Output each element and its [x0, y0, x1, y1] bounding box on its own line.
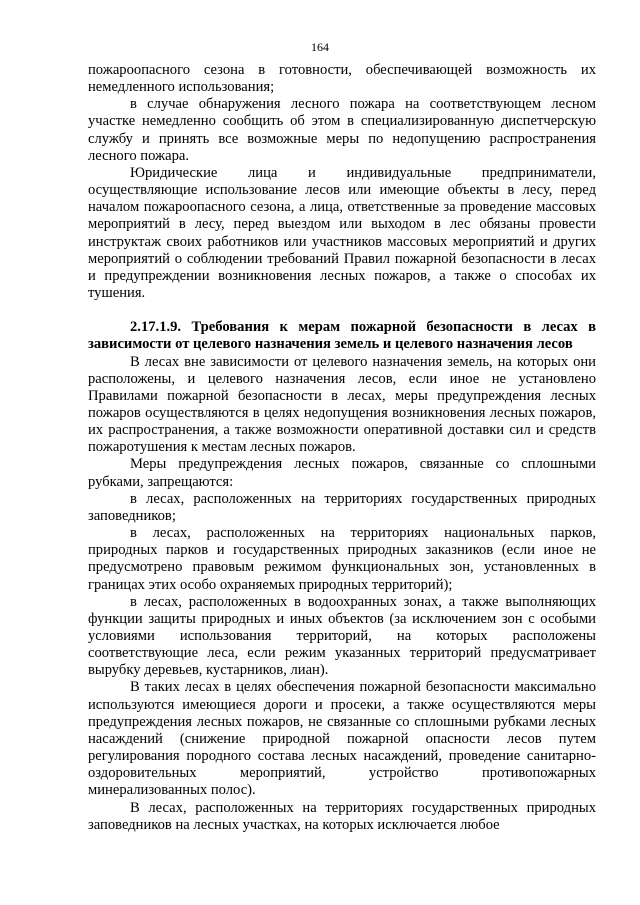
page-number: 164 — [311, 40, 329, 54]
paragraph: в лесах, расположенных на территориях государственных природных заповедников; — [88, 490, 596, 524]
paragraph: В лесах, расположенных на территориях государственных природных заповедников на лесных участках, на которых исключается любое — [88, 799, 596, 833]
paragraph: в случае обнаружения лесного пожара на соответствующем лесном участке немедленно сообщить об этом в специализированную диспетчерскую службу и принять все возможные меры по недопущению распространения лесного пожара. — [88, 96, 596, 164]
paragraph: пожароопасного сезона в готовности, обеспечивающей возможность их немедленного использования; — [88, 62, 596, 96]
paragraph: Юридические лица и индивидуальные предприниматели, осуществляющие использование лесов или имеющие объекты в лесу, перед началом пожароопасного сезона, а лица, ответственные за проведение массовых мероприятий в лесу, перед выездом или выходом в лес обязаны провести инструктаж своих работников или участников массовых мероприятий и других мероприятий о соблюдении требований Правил пожарной безопасности в лесах и предупреждении возникновения лесных пожаров, а также о способах их тушения. — [88, 164, 596, 302]
paragraph: В лесах вне зависимости от целевого назначения земель, на которых они расположены, и целевого назначения лесов, если иное не установлено Правилами пожарной безопасности в лесах, меры предупреждения лесных пожаров осуществляются в целях недопущения возникновения лесных пожаров, их распространения, а также возможности оперативной доставки сил и средств пожаротушения к местам лесных пожаров. — [88, 353, 596, 456]
paragraph: в лесах, расположенных в водоохранных зонах, а также выполняющих функции защиты природных и иных объектов (за исключением зон с особыми условиями использования территорий, на которых расположены соответствующие леса, если режим указанных территорий предусматривает вырубку деревьев, кустарников, лиан). — [88, 593, 596, 679]
paragraph: Меры предупреждения лесных пожаров, связанные со сплошными рубками, запрещаются: — [88, 456, 596, 490]
paragraph: В таких лесах в целях обеспечения пожарной безопасности максимально используются имеющиеся дороги и просеки, а также осуществляются меры предупреждения лесных пожаров, не связанные со сплошными рубками лесных насаждений (снижение природной пожарной опасности лесов путем регулирования породного состава лесных насаждений, проведение санитарно-оздоровительных мероприятий, устройство противопожарных минерализованных полос). — [88, 679, 596, 799]
paragraph: в лесах, расположенных на территориях национальных парков, природных парков и государственных природных заказников (если иное не предусмотрено правовым режимом функциональных зон, установленных в границах этих особо охраняемых природных территорий); — [88, 525, 596, 593]
page-content — [88, 62, 596, 834]
section-heading: 2.17.1.9. Требования к мерам пожарной безопасности в лесах в зависимости от целевого назначения земель и целевого назначения лесов — [88, 319, 596, 353]
